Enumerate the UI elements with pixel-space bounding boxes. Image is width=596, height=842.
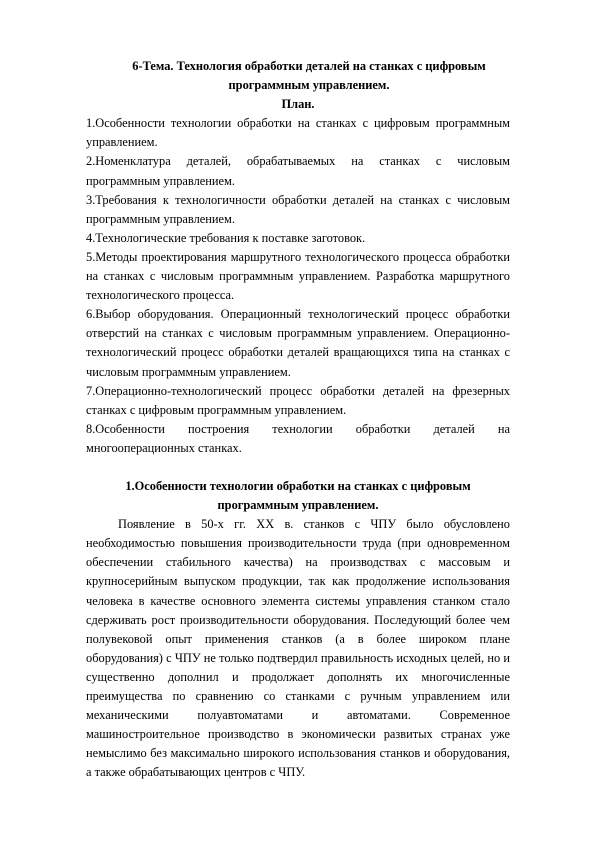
plan-item-3: 3.Требования к технологичности обработки деталей на станках с числовым программным управлением. xyxy=(86,192,510,226)
plan-heading: План. xyxy=(281,97,315,112)
plan-item-5: 5.Методы проектирования маршрутного технологического процесса обработки на станках с числовым программным управлением. Разработка маршрутного технологического процесса. xyxy=(86,249,510,303)
document-page xyxy=(86,57,510,782)
plan-list xyxy=(86,114,510,458)
plan-item-4: 4.Технологические требования к поставке заготовок. xyxy=(86,230,366,245)
plan-item-8: 8.Особенности построения технологии обработки деталей на многооперационных станках. xyxy=(86,421,510,455)
document-title: 6-Тема. Технология обработки деталей на станках с цифровым программным управлением. xyxy=(132,59,486,93)
plan-item-1: 1.Особенности технологии обработки на станках с цифровым программным управлением. xyxy=(86,116,510,150)
body-paragraph: Появление в 50-х гг. XX в. станков с ЧПУ было обусловлено необходимостью повышения производительности труда (при одновременном обеспечении стабильного качества) на производствах с массовым и крупносерийным выпуском продукции, так как продолжение использования человека в качестве основного элемента системы управления станком стало сдерживать рост производительности оборудования. Последующий более чем полувековой опыт применения станков (а в более широком плане оборудования) с ЧПУ не только подтвердил правильность исходных целей, но и существенно дополнил и продолжает дополнять их многочисленные преимущества по сравнению со станками с ручным управлением или механическими полуавтоматами и автоматами. Современное машиностроительное производство в экономически развитых странах уже немыслимо без максимально широкого использования станков и оборудования, а также обрабатывающих центров с ЧПУ. xyxy=(86,517,510,780)
plan-item-7: 7.Операционно-технологический процесс обработки деталей на фрезерных станках с цифровым программным управлением. xyxy=(86,383,510,417)
plan-item-6: 6.Выбор оборудования. Операционный технологический процесс обработки отверстий на станках с числовым программным управлением. Операционно-технологический процесс обработки деталей вращающихся типа на станках с числовым программным управлением. xyxy=(86,307,510,379)
plan-item-2: 2.Номенклатура деталей, обрабатываемых на станках с числовым программным управлением. xyxy=(86,154,510,188)
section-heading: 1.Особенности технологии обработки на станках с цифровым программным управлением. xyxy=(125,478,471,513)
